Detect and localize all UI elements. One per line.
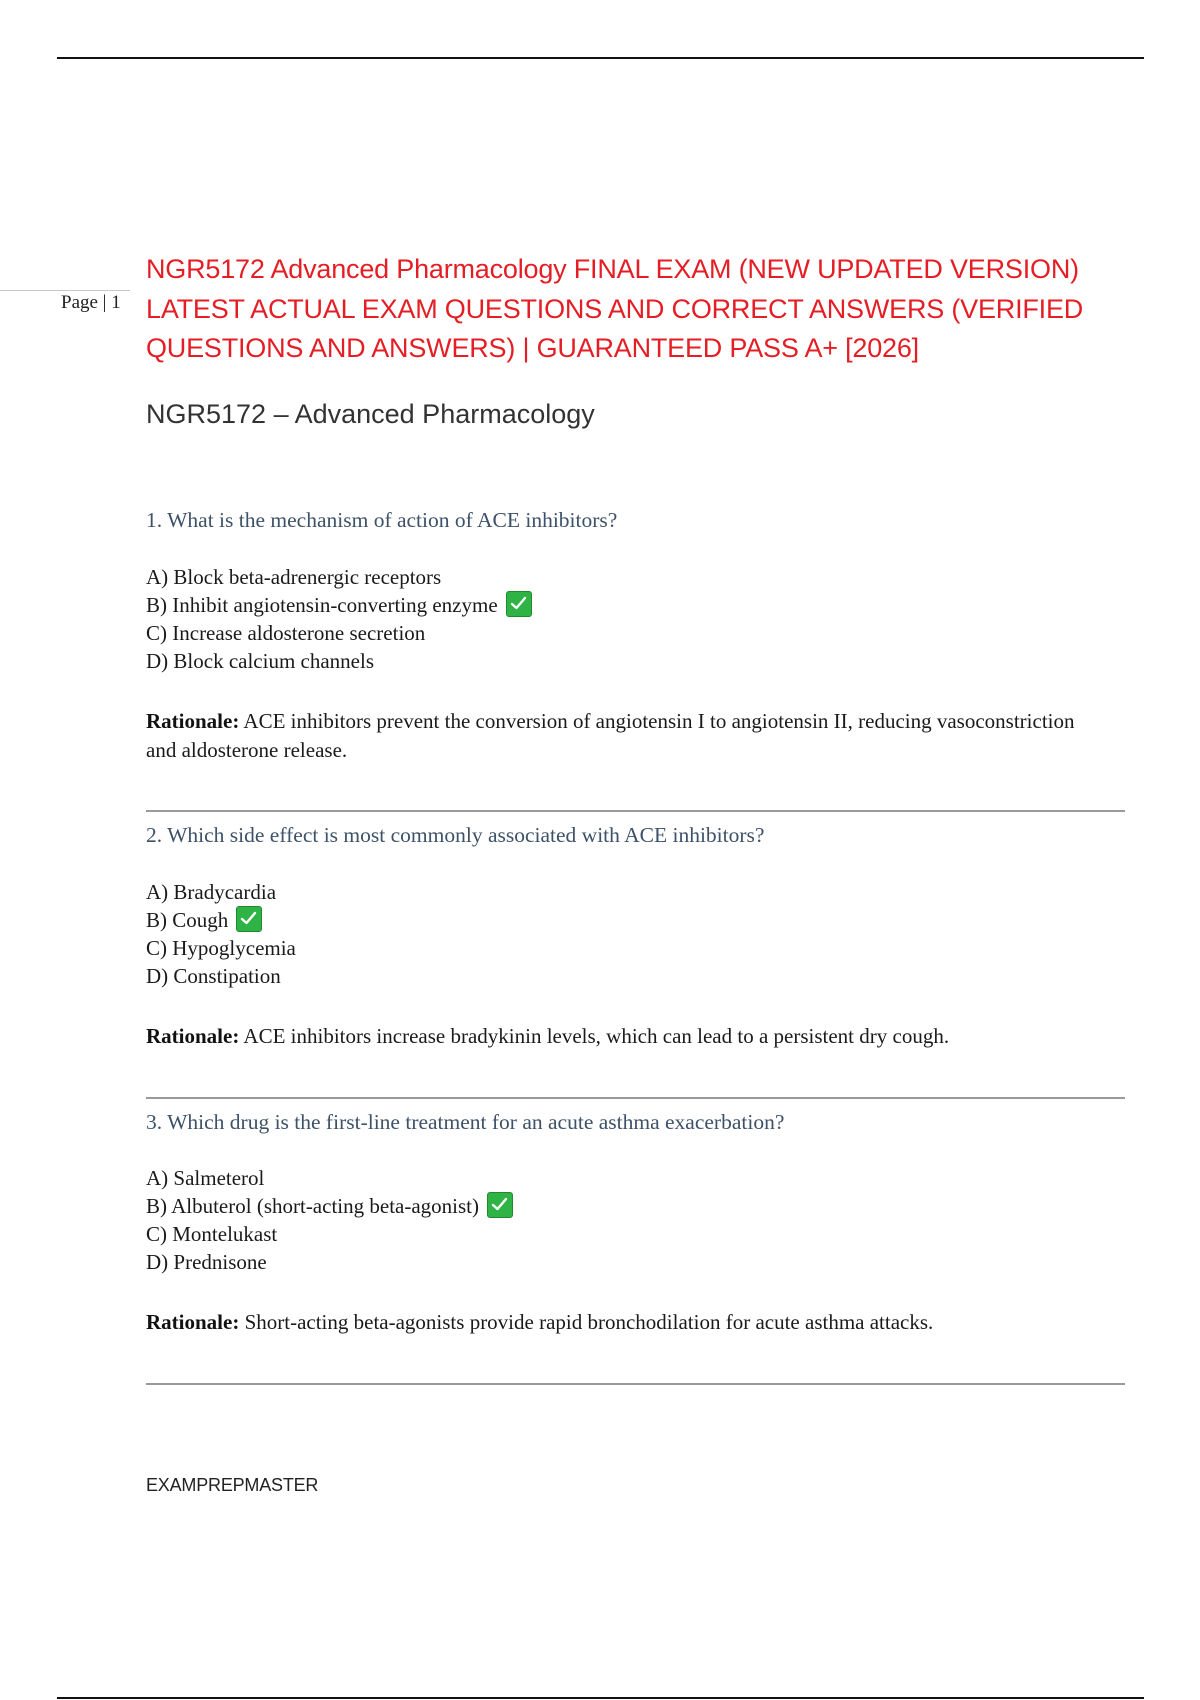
question-2-options	[146, 878, 296, 990]
section-divider	[146, 810, 1125, 812]
green-check-icon	[236, 906, 262, 932]
page-number: Page | 1	[61, 292, 121, 313]
option-b: B) Inhibit angiotensin-converting enzyme	[146, 591, 532, 619]
header-rule	[57, 57, 1144, 59]
option-d: D) Prednisone	[146, 1250, 267, 1274]
section-divider	[146, 1097, 1125, 1099]
question-2-text: 2. Which side effect is most commonly associated with ACE inhibitors?	[146, 823, 765, 847]
title-line: QUESTIONS AND ANSWERS) | GUARANTEED PASS A+ [2026]	[146, 333, 919, 363]
option-b: B) Albuterol (short-acting beta-agonist)	[146, 1192, 513, 1220]
question-1-options	[146, 563, 532, 675]
option-c: C) Increase aldosterone secretion	[146, 621, 426, 645]
question-3-options	[146, 1164, 513, 1276]
green-check-icon	[506, 591, 532, 617]
option-d: D) Constipation	[146, 964, 281, 988]
option-b: B) Cough	[146, 906, 296, 934]
option-a: A) Salmeterol	[146, 1166, 265, 1190]
rationale-label: Rationale:	[146, 1310, 240, 1334]
question-3-rationale: Rationale: Short-acting beta-agonists provide rapid bronchodilation for acute asthma attacks.	[146, 1310, 934, 1334]
rationale-label: Rationale:	[146, 709, 240, 733]
option-c: C) Montelukast	[146, 1222, 278, 1246]
rationale-label: Rationale:	[146, 1024, 240, 1048]
section-divider	[146, 1383, 1125, 1385]
option-d: D) Block calcium channels	[146, 649, 375, 673]
title-line: NGR5172 Advanced Pharmacology FINAL EXAM (NEW UPDATED VERSION)	[146, 254, 1079, 284]
option-a: A) Block beta-adrenergic receptors	[146, 565, 442, 589]
question-2-rationale: Rationale: ACE inhibitors increase bradykinin levels, which can lead to a persistent dry cough.	[146, 1024, 950, 1048]
question-3-text: 3. Which drug is the first-line treatment for an acute asthma exacerbation?	[146, 1110, 785, 1134]
question-1-rationale: Rationale: ACE inhibitors prevent the conversion of angiotensin I to angiotensin II, reducing vasoconstriction and aldosterone release.	[146, 709, 1075, 762]
page-number-rule	[0, 290, 130, 291]
footer-rule	[57, 1697, 1144, 1699]
question-1-text: 1. What is the mechanism of action of ACE inhibitors?	[146, 508, 618, 532]
option-a: A) Bradycardia	[146, 880, 277, 904]
document-title	[146, 250, 1146, 369]
title-line: LATEST ACTUAL EXAM QUESTIONS AND CORRECT ANSWERS (VERIFIED	[146, 293, 1084, 324]
course-subtitle: NGR5172 – Advanced Pharmacology	[146, 399, 595, 429]
footer-brand: EXAMPREPMASTER	[146, 1475, 319, 1495]
green-check-icon	[487, 1192, 513, 1218]
option-c: C) Hypoglycemia	[146, 936, 296, 960]
